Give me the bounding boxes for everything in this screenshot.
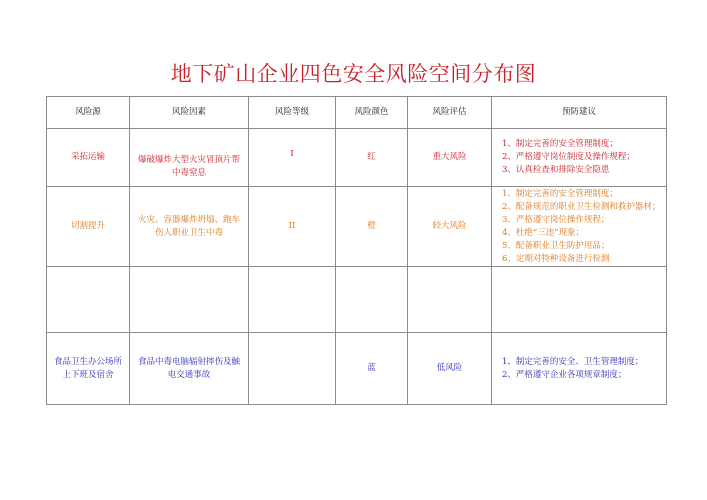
advice-item: 5、配备职业卫生防护用品；	[502, 241, 610, 251]
risk-factor-cell: 火灾、容器爆炸坍塌、跑车伤人职业卫生中毒	[130, 187, 249, 267]
advice-item: 1、制定完善的安全管理制度；	[502, 189, 618, 199]
risk-factor-text: 爆破爆炸大型火灾冒顶片帮中毒窒息	[137, 154, 240, 178]
risk-factor-cell	[130, 129, 249, 187]
table-row	[47, 333, 667, 405]
advice-item: 2、配备规范的职业卫生检测和救护器材；	[502, 202, 661, 212]
risk-source-cell: 切割提升	[47, 187, 130, 267]
advice-item: 6、定期对特种设备进行检测	[502, 254, 610, 264]
risk-table	[46, 96, 667, 405]
header-prevention-advice: 预防建议	[492, 97, 667, 129]
advice-item: 2、严格遵守岗位制度及操作规程；	[502, 152, 635, 162]
header-risk-source: 风险源	[47, 97, 130, 129]
empty-cell	[336, 267, 408, 333]
header-risk-factor: 风险因素	[130, 97, 249, 129]
advice-item: 1、制定完善的安全管理制度；	[502, 139, 618, 149]
risk-level-cell: II	[249, 187, 336, 267]
header-risk-assessment: 风险评估	[408, 97, 492, 129]
table-row	[47, 129, 667, 187]
table-row-empty	[47, 267, 667, 333]
table-header-row	[47, 97, 667, 129]
header-risk-color: 风险颜色	[336, 97, 408, 129]
empty-cell	[249, 267, 336, 333]
risk-assessment-cell: 较大风险	[408, 187, 492, 267]
advice-item: 4、杜绝“三违”现象；	[502, 228, 585, 238]
advice-clip	[496, 188, 662, 264]
risk-source-cell: 采拓运输	[47, 129, 130, 187]
empty-cell	[47, 267, 130, 333]
advice-item: 3、认真检查和排除安全隐患	[502, 165, 610, 175]
risk-source-cell: 食品卫生办公场所上下班及宿舍	[47, 333, 130, 405]
table-row	[47, 187, 667, 267]
risk-color-cell: 红	[336, 129, 408, 187]
prevention-advice-cell	[492, 333, 667, 405]
risk-level-cell: I	[249, 129, 336, 187]
header-risk-level: 风险等级	[249, 97, 336, 129]
empty-cell	[492, 267, 667, 333]
advice-item: 2、严格遵守企业各项规章制度；	[502, 369, 627, 380]
advice-item: 1、制定完善的安全、卫生管理制度；	[502, 356, 644, 367]
risk-color-cell: 橙	[336, 187, 408, 267]
prevention-advice-cell	[492, 187, 667, 267]
advice-list	[496, 356, 662, 382]
risk-factor-cell: 食品中毒电脑辐射摔伤及触电交通事故	[130, 333, 249, 405]
advice-item: 3、严格遵守岗位操作规程；	[502, 215, 610, 225]
risk-assessment-cell: 低风险	[408, 333, 492, 405]
advice-list	[496, 188, 662, 266]
risk-level-cell	[249, 333, 336, 405]
empty-cell	[130, 267, 249, 333]
risk-color-cell: 蓝	[336, 333, 408, 405]
advice-list	[496, 138, 662, 177]
risk-assessment-cell: 重大风险	[408, 129, 492, 187]
empty-cell	[408, 267, 492, 333]
page-title: 地下矿山企业四色安全风险空间分布图	[170, 62, 537, 86]
prevention-advice-cell	[492, 129, 667, 187]
